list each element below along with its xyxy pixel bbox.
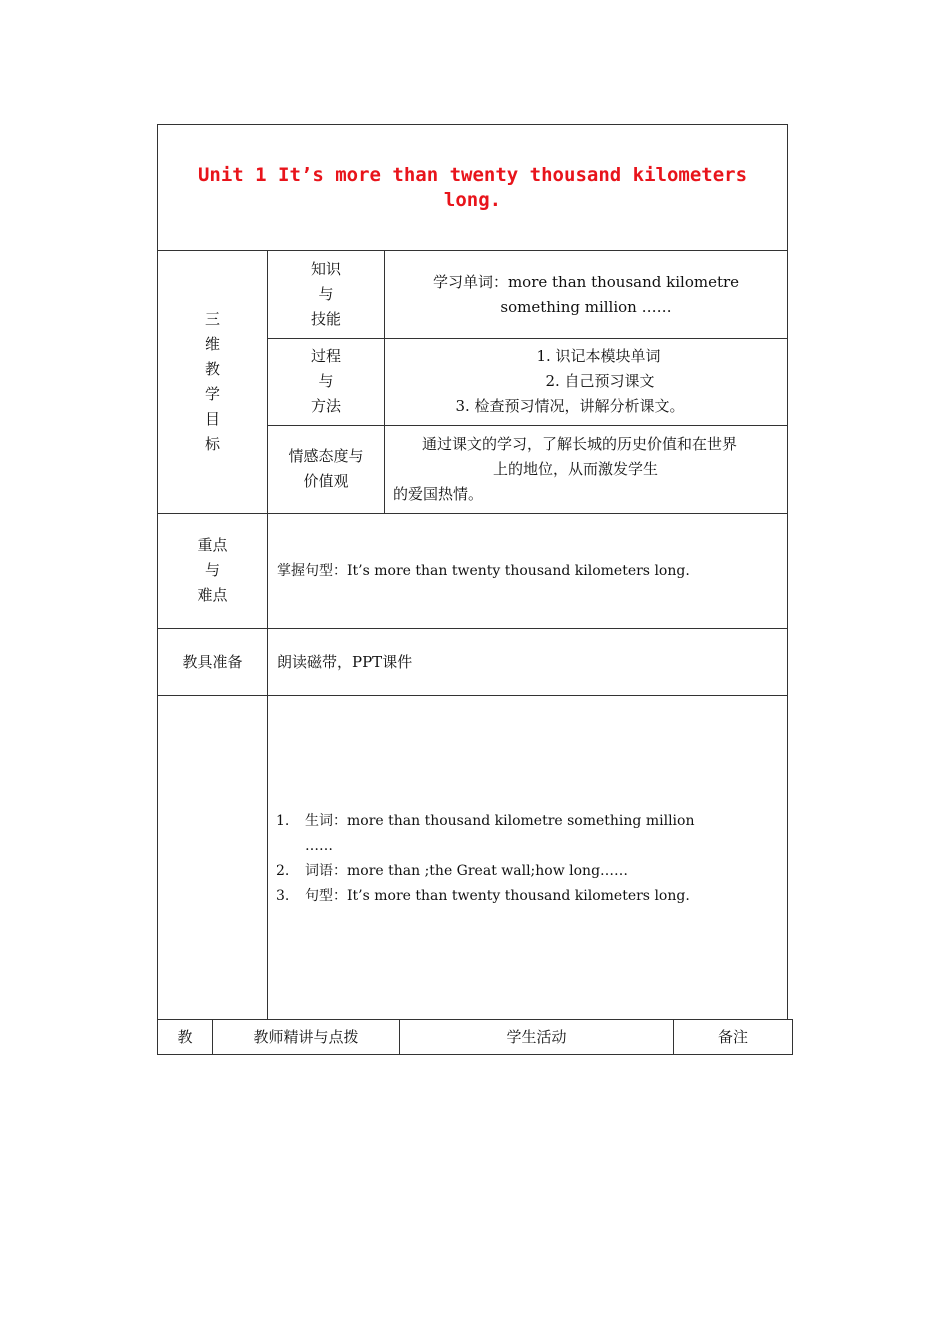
table-border-top [157, 124, 788, 125]
knowledge-content-line2: something million …… [500, 298, 672, 316]
keypoints-content: 掌握句型：It’s more than twenty thousand kilometers long. [277, 563, 690, 579]
row-divider-materials [157, 695, 788, 696]
emotion-label: 情感态度与 价值观 [288, 447, 364, 490]
row-divider-process [267, 425, 788, 426]
row-divider-knowledge [267, 338, 788, 339]
process-item-1: 1. 识记本模块单词 [536, 347, 661, 365]
emotion-content-line3: 的爱国热情。 [393, 485, 484, 503]
emotion-content-line1: 通过课文的学习，了解长城的历史价值和在世界 [422, 435, 738, 453]
knowledge-content [385, 270, 787, 320]
emotion-content-line2: 上的地位，从而激发学生 [493, 460, 659, 478]
lesson-title-line2: long. [443, 189, 502, 211]
table-border-right [787, 124, 788, 1020]
footer-col-teach: 教 [177, 1028, 193, 1046]
process-label: 过程 与 方法 [310, 347, 341, 415]
process-content [385, 344, 815, 419]
list-item: 1. 生词：more than thousand kilometre something million …… [276, 813, 695, 854]
materials-label: 教具准备 [182, 653, 243, 671]
lesson-title [160, 163, 785, 213]
keypoints-label: 重点 与 难点 [197, 536, 228, 604]
footer-border-right [792, 1019, 793, 1055]
process-item-3: 3. 检查预习情况，讲解分析课文。 [455, 397, 685, 415]
knowledge-label: 知识 与 技能 [310, 260, 341, 328]
footer-col-teacher-explain: 教师精讲与点拨 [253, 1028, 359, 1046]
row-divider-title [157, 250, 788, 251]
list-item: 2. 词语：more than ;the Great wall;how long…… [276, 863, 629, 879]
lesson-title-line1: Unit 1 It’s more than twenty thousand kilometers [197, 164, 748, 186]
emotion-content [393, 432, 787, 507]
process-item-2: 2. 自己预习课文 [545, 372, 655, 390]
row-divider-content [157, 1019, 793, 1020]
footer-col-notes: 备注 [717, 1028, 748, 1046]
list-item: 3. 句型：It’s more than twenty thousand kilometers long. [276, 888, 690, 904]
table-border-bottom [157, 1054, 793, 1055]
row-divider-objectives [157, 513, 788, 514]
content-list [276, 809, 782, 909]
footer-col-student-activity: 学生活动 [506, 1028, 567, 1046]
knowledge-content-line1: 学习单词：more than thousand kilometre [432, 273, 740, 291]
materials-content: 朗读磁带，PPT课件 [277, 653, 413, 671]
row-divider-keypoints [157, 628, 788, 629]
objectives-category-label: 三 维 教 学 目 标 [204, 310, 220, 453]
